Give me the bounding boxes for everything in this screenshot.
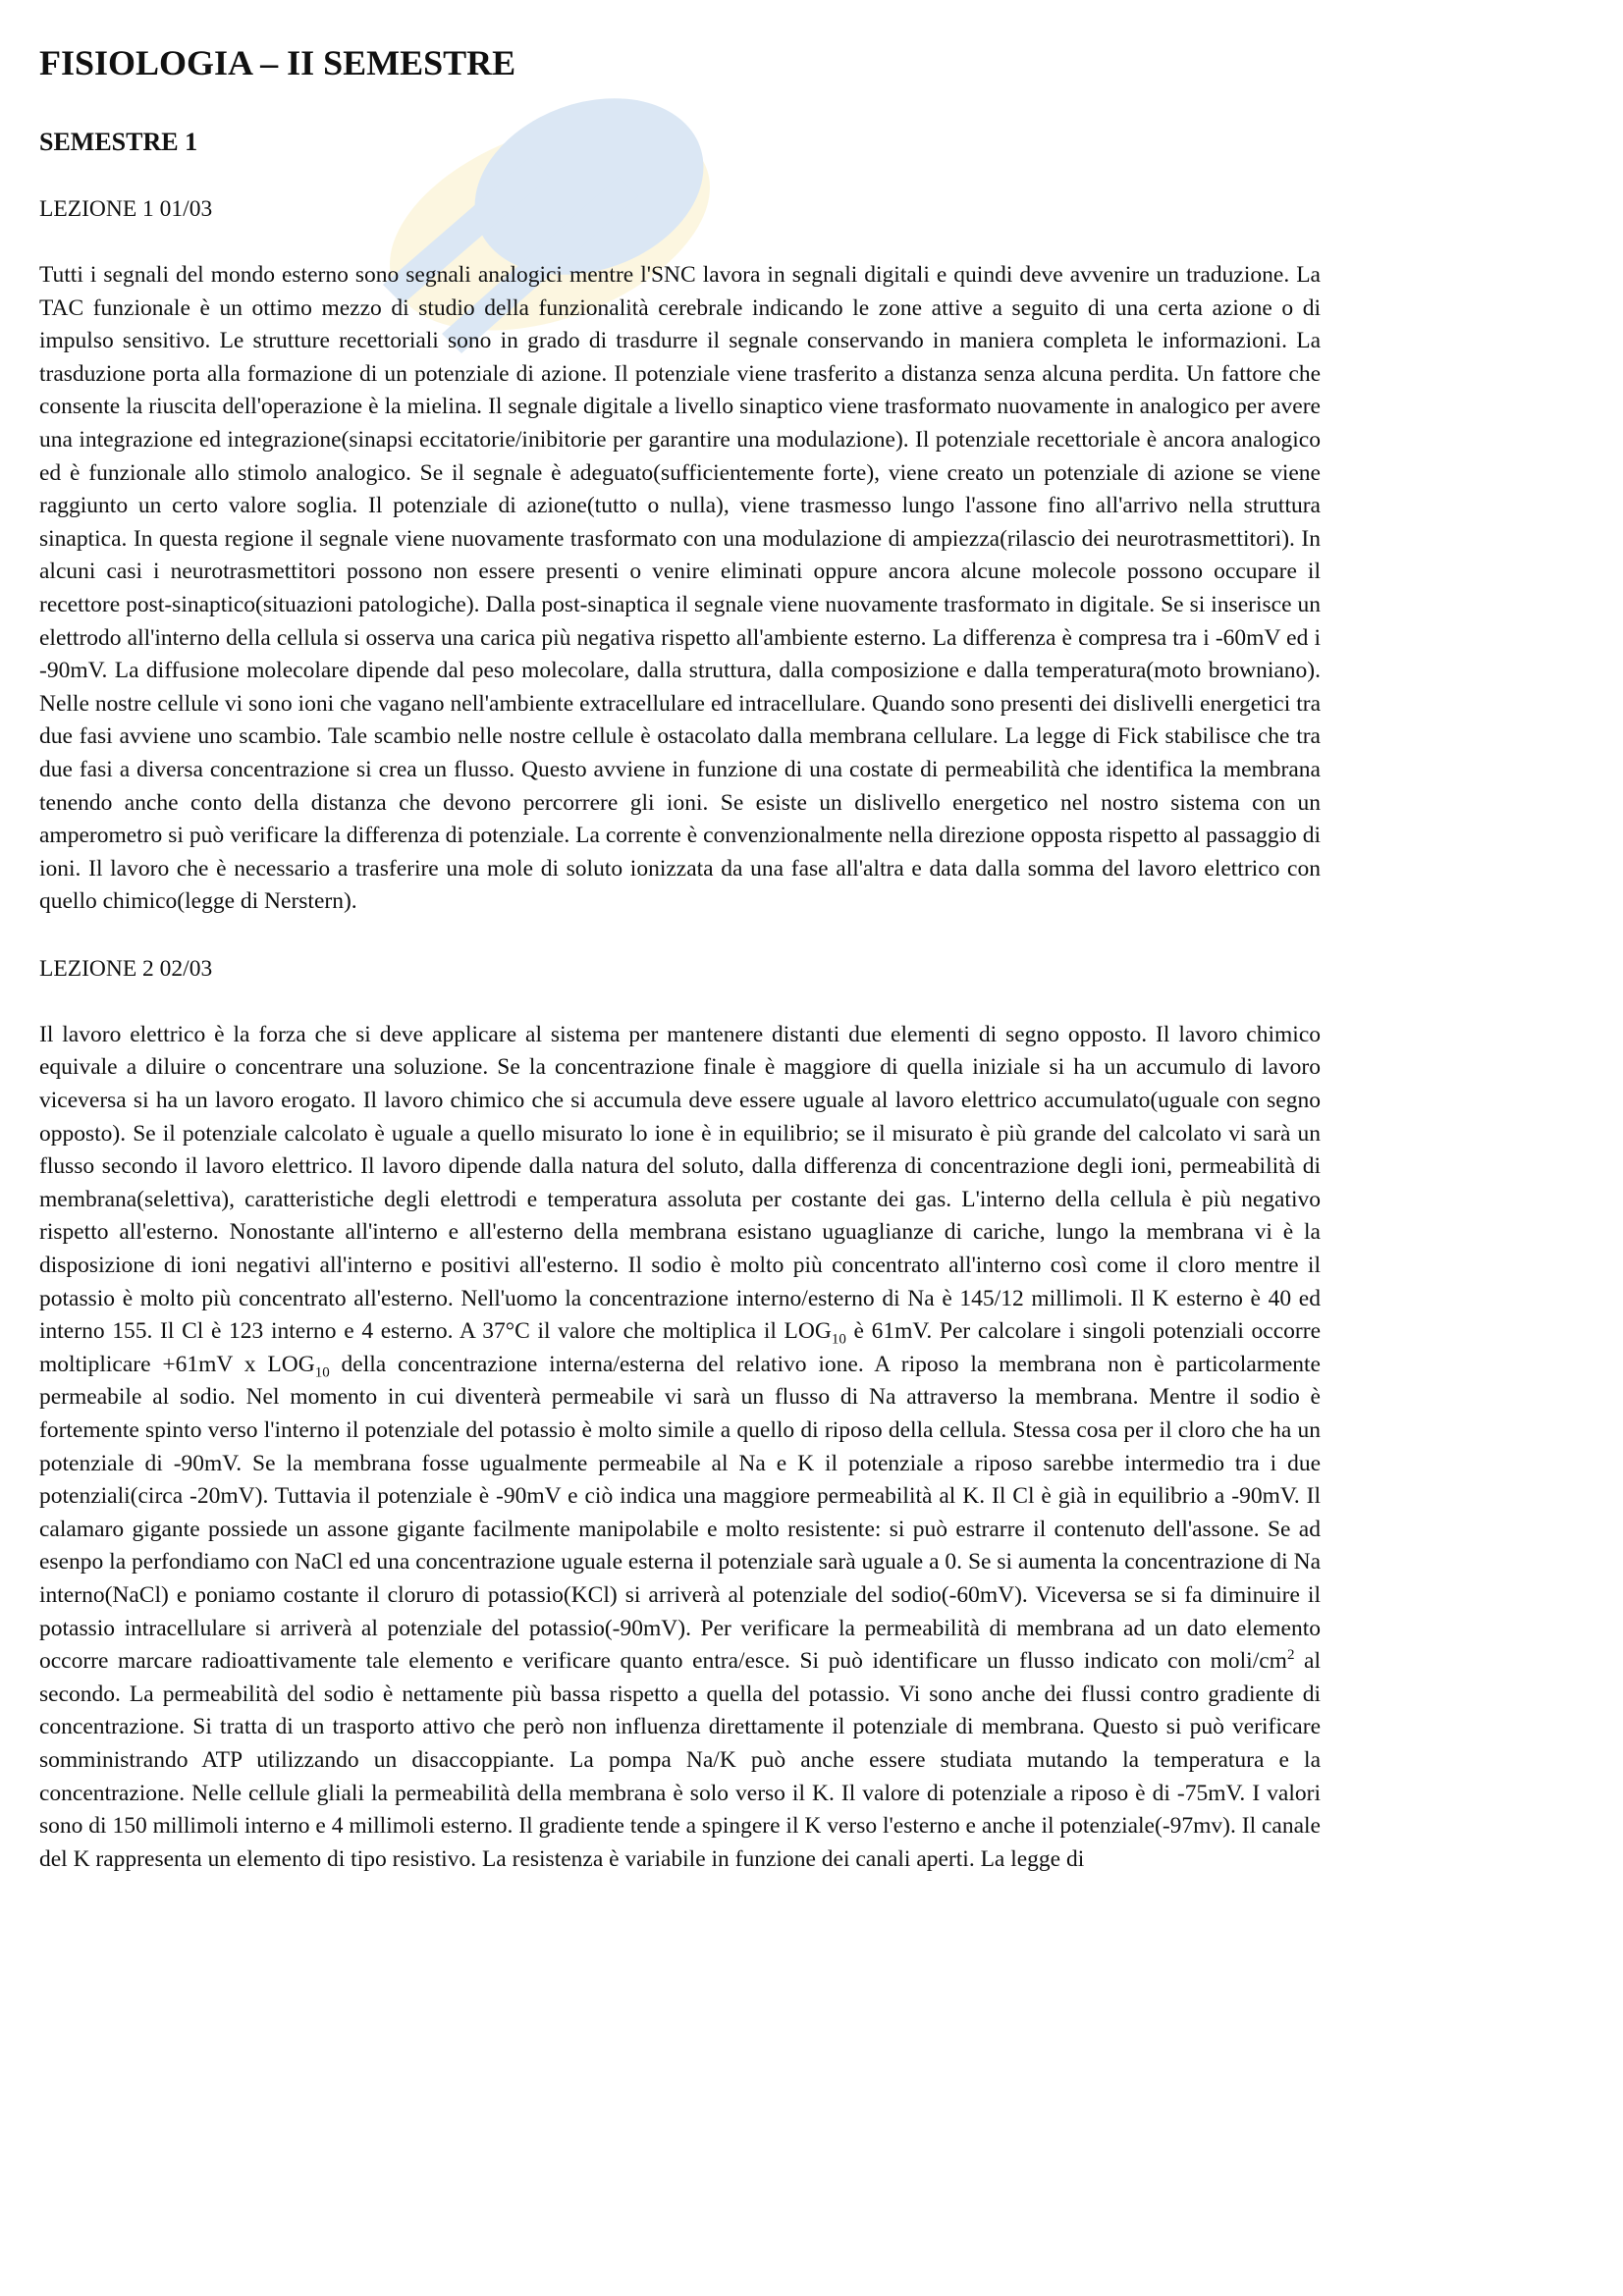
lesson-2-text-part-b: è 61mV. Per calcolare i singoli potenziali occorre moltiplicare +61mV x LOG (39, 1318, 1322, 1377)
lesson-2-paragraph (39, 1019, 1321, 1876)
lesson-2-text-part-a: Il lavoro elettrico è la forza che si deve applicare al sistema per mantenere distanti due elementi di segno opposto. Il lavoro chimico equivale a diluire o concentrare una soluzione. Se la concentrazione finale è maggiore di quella iniziale si ha un accumulo di lavoro viceversa si ha un lavoro erogato. Il lavoro chimico che si accumula deve essere uguale al lavoro elettrico accumulato(uguale con segno opposto). Se il potenziale calcolato è uguale a quello misurato lo ione è in equilibrio; se il misurato è più grande del calcolato vi sarà un flusso secondo il lavoro elettrico. Il lavoro dipende dalla natura del soluto, dalla differenza di concentrazione degli ioni, permeabilità di membrana(selettiva), caratteristiche degli elettrodi e temperatura assoluta per costante dei gas. L'interno della cellula è più negativo rispetto all'esterno. Nonostante all'interno e all'esterno della membrana esistano uguaglianze di cariche, lungo la membrana vi è la disposizione di ioni negativi all'interno e positivi all'esterno. Il sodio è molto più concentrato all'interno così come il cloro mentre il potassio è molto più concentrato all'esterno. Nell'uomo la concentrazione interno/esterno di Na è 145/12 millimoli. Il K esterno è 40 ed interno 155. Il Cl è 123 interno e 4 esterno. A 37°C il valore che moltiplica il LOG (39, 1021, 1321, 1345)
lesson-1-paragraph: Tutti i segnali del mondo esterno sono segnali analogici mentre l'SNC lavora in segnali digitali e quindi deve avvenire un traduzione. La TAC funzionale è un ottimo mezzo di studio della funzionalità cerebrale indicando le zone attive a seguito di una certa azione o di impulso sensitivo. Le strutture recettoriali sono in grado di trasdurre il segnale conservando in maniera completa le informazioni. La trasduzione porta alla formazione di un potenziale di azione. Il potenziale viene trasferito a distanza senza alcuna perdita. Un fattore che consente la riuscita dell'operazione è la mielina. Il segnale digitale a livello sinaptico viene trasformato nuovamente in analogico per avere una integrazione ed integrazione(sinapsi eccitatorie/inibitorie per garantire una modulazione). Il potenziale recettoriale è ancora analogico ed è funzionale allo stimolo analogico. Se il segnale è adeguato(sufficientemente forte), viene creato un potenziale di azione se viene raggiunto un certo valore soglia. Il potenziale di azione(tutto o nulla), viene trasmesso lungo l'assone fino all'arrivo nella struttura sinaptica. In questa regione il segnale viene nuovamente trasformato con una modulazione di ampiezza(rilascio dei neurotrasmettitori). In alcuni casi i neurotrasmettitori possono non essere presenti o venire eliminati oppure ancora alcune molecole possono occupare il recettore post-sinaptico(situazioni patologiche). Dalla post-sinaptica il segnale viene nuovamente trasformato in digitale. Se si inserisce un elettrodo all'interno della cellula si osserva una carica più negativa rispetto all'ambiente esterno. La differenza è compresa tra i -60mV ed i -90mV. La diffusione molecolare dipende dal peso molecolare, dalla struttura, dalla composizione e dalla temperatura(moto browniano). Nelle nostre cellule vi sono ioni che vagano nell'ambiente extracellulare ed intracellulare. Quando sono presenti dei dislivelli energetici tra due fasi avviene uno scambio. Tale scambio nelle nostre cellule è ostacolato dalla membrana cellulare. La legge di Fick stabilisce che tra due fasi a diversa concentrazione si crea un flusso. Questo avviene in funzione di una costate di permeabilità che identifica la membrana tenendo anche conto della distanza che devono percorrere gli ioni. Se esiste un dislivello energetico nel nostro sistema con un amperometro si può verificare la differenza di potenziale. La corrente è convenzionalmente nella direzione opposta rispetto al passaggio di ioni. Il lavoro che è necessario a trasferire una mole di soluto ionizzata da una fase all'altra e data dalla somma del lavoro elettrico con quello chimico(legge di Nerstern). (39, 262, 1321, 915)
log-subscript-10: 10 (831, 1331, 846, 1348)
log-subscript-10: 10 (314, 1364, 330, 1381)
lesson-2-heading: LEZIONE 2 02/03 (39, 955, 213, 982)
document-page (39, 0, 1321, 1876)
document-title: FISIOLOGIA – II SEMESTRE (39, 43, 516, 82)
semester-heading: SEMESTRE 1 (39, 128, 198, 156)
lesson-1-heading: LEZIONE 1 01/03 (39, 196, 213, 222)
cm-superscript-2: 2 (1286, 1647, 1295, 1664)
lesson-2-text-part-c: della concentrazione interna/esterna del relativo ione. A riposo la membrana non è particolarmente permeabile al sodio. Nel momento in cui diventerà permeabile vi sarà un flusso di Na attraverso la membrana. Mentre il sodio è fortemente spinto verso l'interno il potenziale del potassio è molto simile a quello di riposo della cellula. Stessa cosa per il cloro che ha un potenziale di -90mV. Se la membrana fosse ugualmente permeabile al Na e K il potenziale a riposo sarebbe intermedio tra i due potenziali(circa -20mV). Tuttavia il potenziale è -90mV e ciò indica una maggiore permeabilità al K. Il Cl è già in equilibrio a -90mV. Il calamaro gigante possiede un assone gigante facilmente manipolabile e molto resistente: si può estrarre il contenuto dell'assone. Se ad esenpo la perfondiamo con NaCl ed una concentrazione uguale esterna il potenziale sarà uguale a 0. Se si aumenta la concentrazione di Na interno(NaCl) e poniamo costante il cloruro di potassio(KCl) si arriverà al potenziale del sodio(-60mV). Viceversa se si fa diminuire il potassio intracellulare si arriverà al potenziale del potassio(-90mV). Per verificare la permeabilità di membrana ad un dato elemento occorre marcare radioattivamente tale elemento e verificare quanto entra/esce. Si può identificare un flusso indicato con moli/cm (39, 1351, 1321, 1675)
lesson-2-text-part-d: al secondo. La permeabilità del sodio è nettamente più bassa rispetto a quella del potassio. Vi sono anche dei flussi contro gradiente di concentrazione. Si tratta di un trasporto attivo che però non influenza direttamente il potenziale di membrana. Questo si può verificare somministrando ATP utilizzando un disaccoppiante. La pompa Na/K può anche essere studiata mutando la temperatura e la concentrazione. Nelle cellule gliali la permeabilità della membrana è solo verso il K. Il valore di potenziale a riposo è di -75mV. I valori sono di 150 millimoli interno e 4 millimoli esterno. Il gradiente tende a spingere il K verso l'esterno e anche il potenziale(-97mv). Il canale del K rappresenta un elemento di tipo resistivo. La resistenza è variabile in funzione dei canali aperti. La legge di (39, 1648, 1321, 1872)
